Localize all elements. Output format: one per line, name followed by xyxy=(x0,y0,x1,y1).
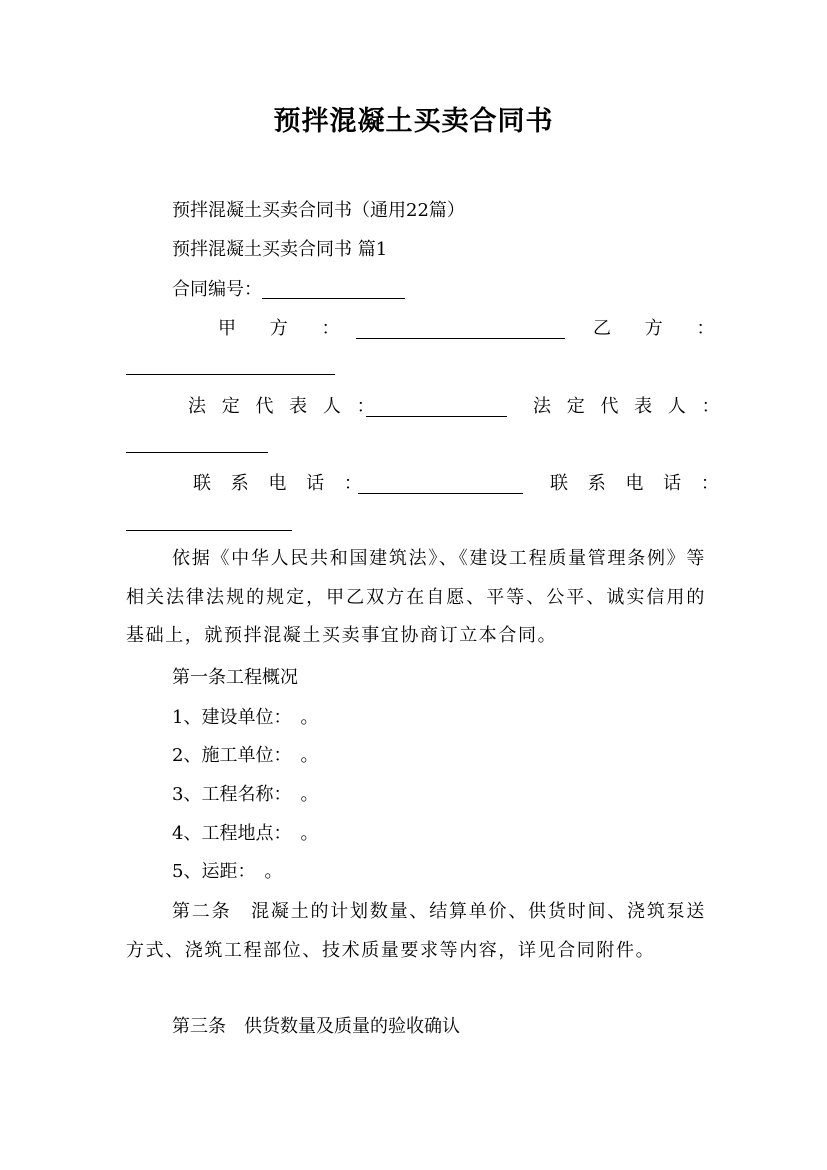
phone-a-blank xyxy=(358,473,523,494)
article-2-paragraph: 第二条 混凝土的计划数量、结算单价、供货时间、浇筑泵送方式、浇筑工程部位、技术质量要求等内容，详见合同附件。 xyxy=(126,901,706,961)
contract-number-blank xyxy=(262,278,405,299)
article-1-item: 1、建设单位： 。 xyxy=(172,707,319,728)
legal-rep-b-blank xyxy=(126,432,268,453)
party-b-blank xyxy=(126,354,335,375)
contract-number-row xyxy=(172,276,405,304)
article-3-title: 第三条 供货数量及质量的验收确认 xyxy=(172,1016,460,1037)
article-1-item: 4、工程地点： 。 xyxy=(172,823,319,844)
phone-b-label: 联 系 电 话 ： xyxy=(550,473,726,494)
article-1-title: 第一条工程概况 xyxy=(172,667,298,688)
phone-a-label: 联 系 电 话 ： xyxy=(193,473,369,494)
document-title: 预拌混凝土买卖合同书 xyxy=(273,106,554,137)
document-subtitle: 预拌混凝土买卖合同书（通用22篇） xyxy=(172,200,465,221)
legal-rep-a-blank xyxy=(366,396,507,417)
article-1-item: 3、工程名称： 。 xyxy=(172,784,319,805)
legal-rep-b-label: 法 定 代 表 人 ： xyxy=(533,396,725,417)
party-a-label: 甲 方 ： xyxy=(218,318,354,339)
contract-number-label: 合同编号： xyxy=(172,279,262,300)
party-a-blank xyxy=(356,318,565,339)
party-b-label: 乙 方 ： xyxy=(593,318,729,339)
article-1-item: 2、施工单位： 。 xyxy=(172,745,319,766)
section-heading: 预拌混凝土买卖合同书 篇1 xyxy=(172,239,388,260)
legal-rep-a-label: 法 定 代 表 人 ： xyxy=(188,396,380,417)
article-1-item: 5、运距： 。 xyxy=(172,861,283,882)
preamble-paragraph: 依据《中华人民共和国建筑法》、《建设工程质量管理条例》等相关法律法规的规定，甲乙双方在自愿、平等、公平、诚实信用的基础上，就预拌混凝土买卖事宜协商订立本合同。 xyxy=(126,548,706,646)
phone-b-blank xyxy=(126,510,292,531)
